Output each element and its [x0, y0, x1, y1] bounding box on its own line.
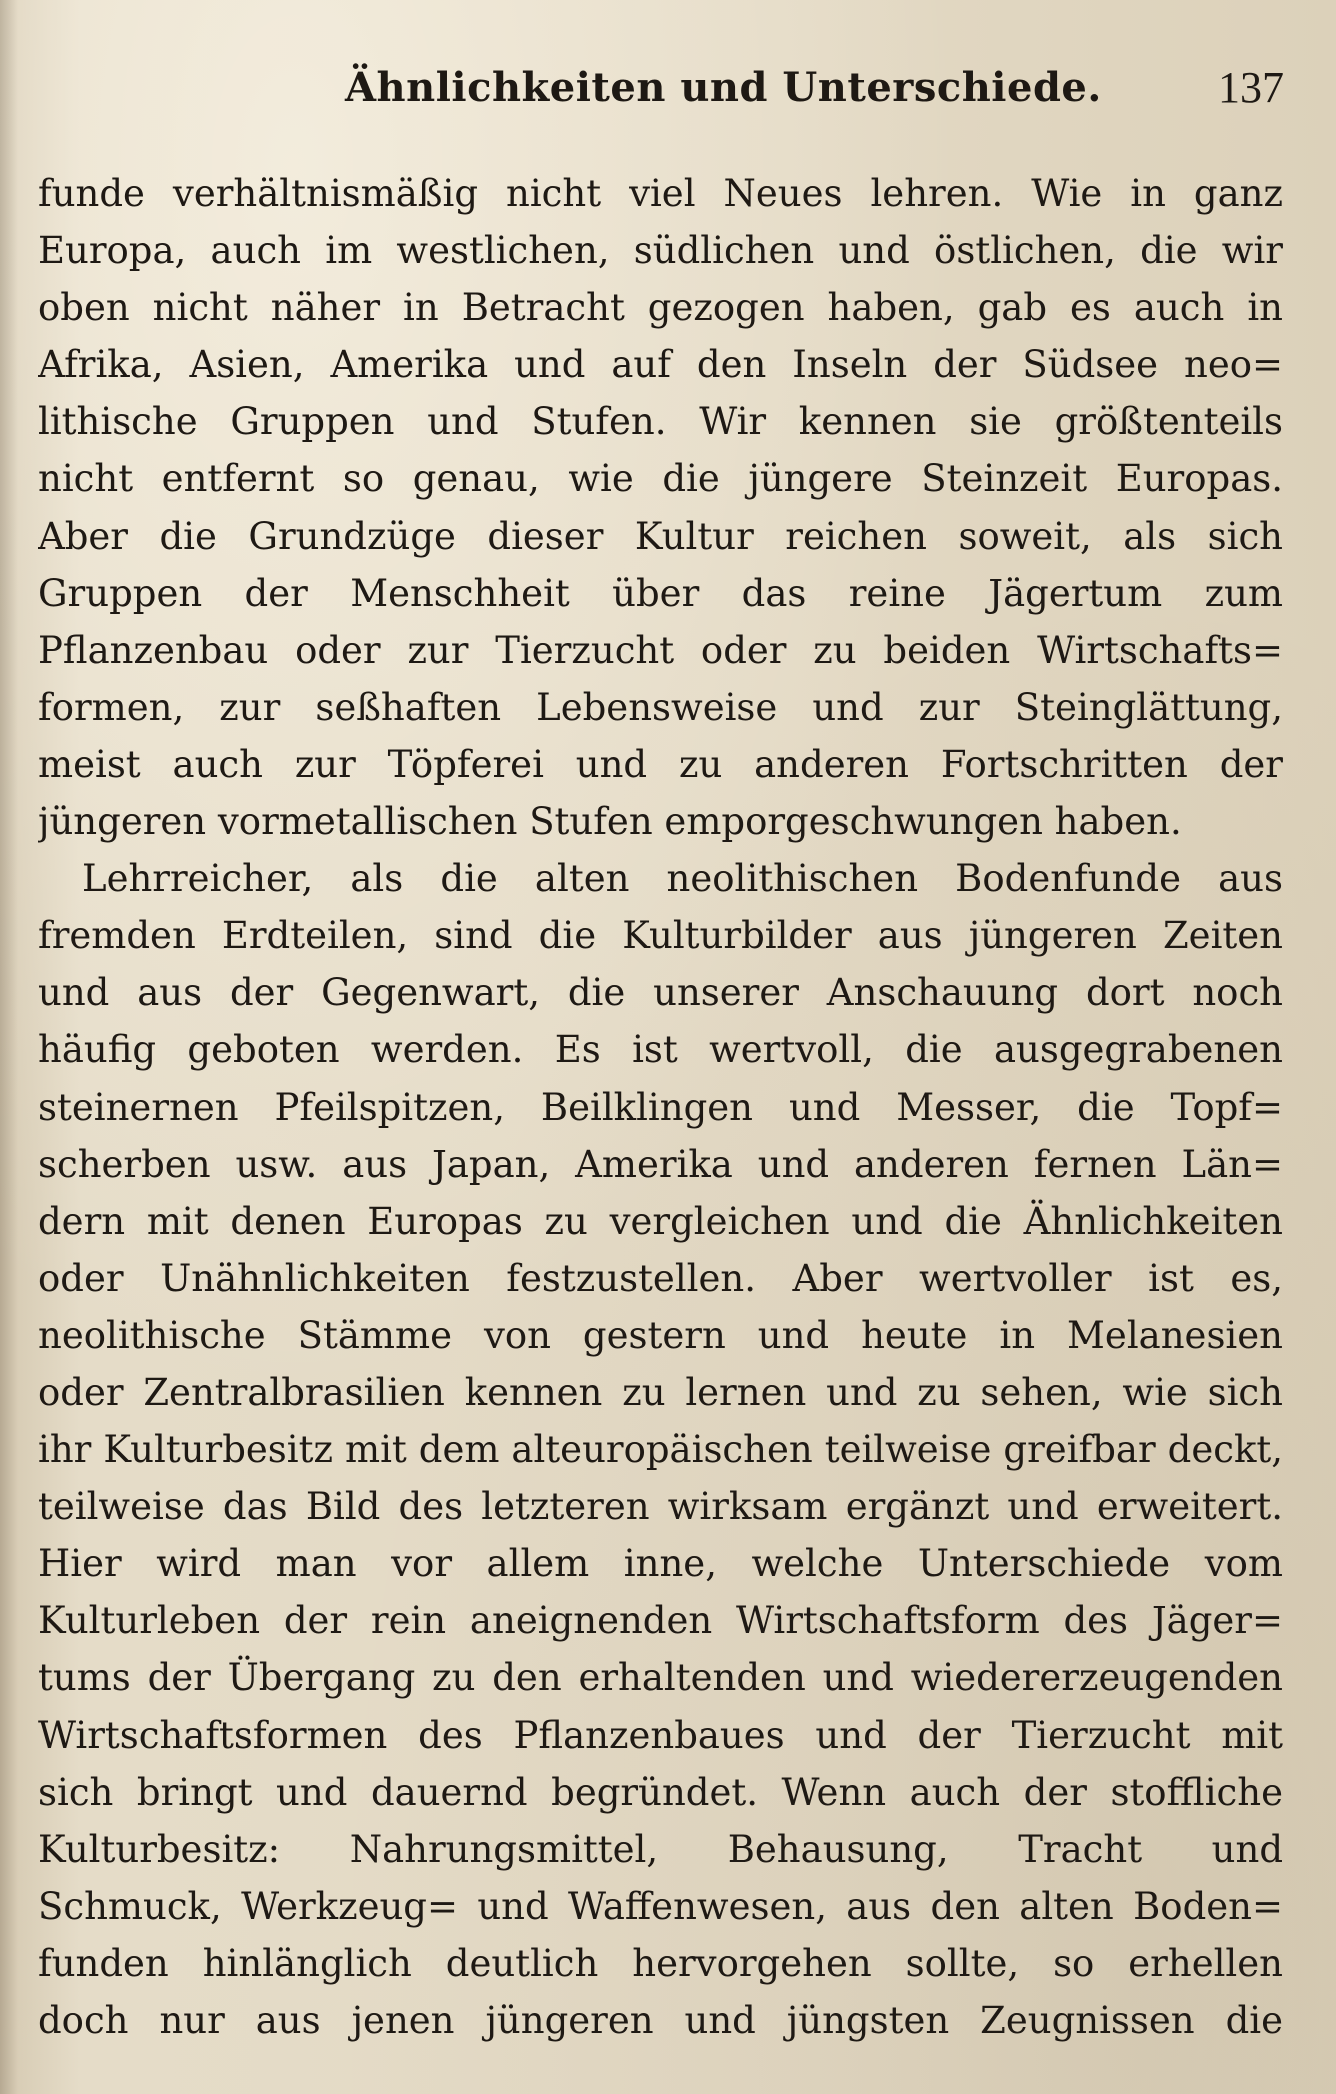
text-line: Schmuck, Werkzeug= und Waffenwesen, aus den alten Boden= — [38, 1884, 1283, 1928]
text-line: und aus der Gegenwart, die unserer Anschauung dort noch — [38, 971, 1283, 1015]
text-line: häufig geboten werden. Es ist wertvoll, die ausgegrabenen — [38, 1028, 1283, 1072]
text-line: oder Unähnlichkeiten festzustellen. Aber wertvoller ist es, — [38, 1256, 1283, 1300]
text-line: Kulturleben der rein aneignenden Wirtschaftsform des Jäger= — [38, 1599, 1283, 1643]
text-line: neolithische Stämme von gestern und heute in Melanesien — [38, 1313, 1283, 1357]
text-line: Wirtschaftsformen des Pflanzenbaues und der Tierzucht mit — [38, 1713, 1283, 1757]
text-line: oben nicht näher in Betracht gezogen haben, gab es auch in — [38, 286, 1283, 330]
text-line: funden hinlänglich deutlich hervorgehen sollte, so erhellen — [38, 1941, 1283, 1985]
text-line: Pflanzenbau oder zur Tierzucht oder zu beiden Wirtschafts= — [38, 628, 1283, 672]
body-text — [38, 165, 1283, 2049]
text-line: Gruppen der Menschheit über das reine Jägertum zum — [38, 571, 1283, 615]
text-line: funde verhältnismäßig nicht viel Neues lehren. Wie in ganz — [38, 172, 1283, 215]
text-line: tums der Übergang zu den erhaltenden und wiedererzeugenden — [38, 1656, 1283, 1700]
text-line: sich bringt und dauernd begründet. Wenn auch der stoffliche — [38, 1770, 1283, 1814]
text-line: jüngeren vormetallischen Stufen emporgeschwungen haben. — [38, 800, 1182, 844]
text-line: scherben usw. aus Japan, Amerika und anderen fernen Län= — [38, 1142, 1283, 1186]
text-line: steinernen Pfeilspitzen, Beilklingen und Messer, die Topf= — [38, 1085, 1283, 1129]
text-line: formen, zur seßhaften Lebensweise und zur Steinglättung, — [38, 685, 1283, 729]
text-line: ihr Kulturbesitz mit dem alteuropäischen teilweise greifbar deckt, — [38, 1428, 1283, 1472]
text-line: Afrika, Asien, Amerika und auf den Inseln der Südsee neo= — [38, 343, 1283, 387]
text-line: Hier wird man vor allem inne, welche Unterschiede vom — [38, 1542, 1283, 1586]
text-line: oder Zentralbrasilien kennen zu lernen und zu sehen, wie sich — [38, 1370, 1283, 1414]
running-head — [0, 58, 1336, 118]
text-line: nicht entfernt so genau, wie die jüngere Steinzeit Europas. — [38, 457, 1283, 501]
text-line: fremden Erdteilen, sind die Kulturbilder aus jüngeren Zeiten — [38, 914, 1283, 958]
text-line: Europa, auch im westlichen, südlichen und östlichen, die wir — [38, 229, 1283, 273]
text-line: lithische Gruppen und Stufen. Wir kennen sie größtenteils — [38, 400, 1283, 444]
page-number: 137 — [1218, 63, 1284, 112]
text-line: Aber die Grundzüge dieser Kultur reichen soweit, als sich — [38, 514, 1283, 558]
running-title: Ähnlichkeiten und Unterschiede. — [345, 64, 1102, 111]
text-line: dern mit denen Europas zu vergleichen und die Ähnlichkeiten — [38, 1199, 1283, 1243]
text-line: meist auch zur Töpferei und zu anderen Fortschritten der — [38, 742, 1283, 786]
text-line: Lehrreicher, als die alten neolithischen Bodenfunde aus — [82, 857, 1283, 901]
text-line: doch nur aus jenen jüngeren und jüngsten Zeugnissen die — [38, 1999, 1283, 2042]
text-line: Kulturbesitz: Nahrungsmittel, Behausung, Tracht und — [38, 1827, 1283, 1871]
text-line: teilweise das Bild des letzteren wirksam ergänzt und erweitert. — [38, 1485, 1283, 1529]
